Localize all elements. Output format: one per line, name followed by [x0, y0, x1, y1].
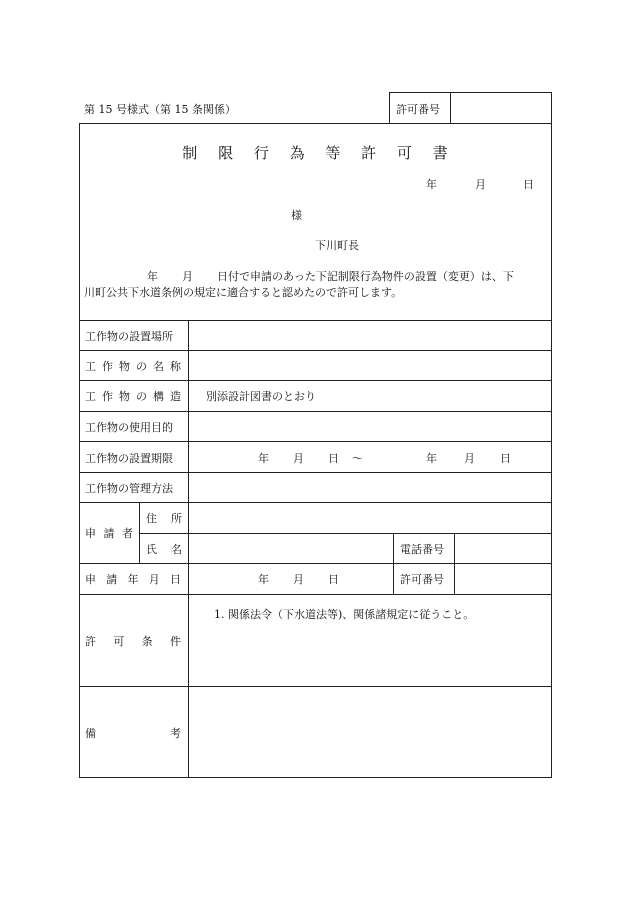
- condition-item-1: 1. 関係法令（下水道法等)、関係諸規定に従うこと。: [214, 608, 475, 621]
- label-person-name: 氏 名: [146, 543, 182, 556]
- table-rule-line: [79, 350, 552, 351]
- issue-date-month: 月: [475, 178, 486, 191]
- period-start-month: 月: [293, 452, 304, 465]
- label-apply-date: 申 請 年 月 日: [85, 573, 181, 586]
- header-box-right: [551, 92, 552, 123]
- issue-date-day: 日: [523, 178, 534, 191]
- table-rule-line: [79, 686, 552, 687]
- table-rule-line: [139, 502, 140, 563]
- issue-date-year: 年: [426, 178, 437, 191]
- frame-left: [79, 123, 80, 778]
- structure-value: 別添設計図書のとおり: [206, 390, 316, 403]
- label-location: 工作物の設置場所: [85, 330, 173, 343]
- field-name[interactable]: [190, 352, 550, 379]
- period-end-day: 日: [500, 452, 511, 465]
- table-rule-line: [79, 411, 552, 412]
- field-address[interactable]: [190, 504, 550, 532]
- period-end-month: 月: [464, 452, 475, 465]
- field-person-name[interactable]: [190, 535, 392, 562]
- frame-bottom: [79, 777, 552, 778]
- label-structure: 工 作 物 の 構 造: [85, 390, 181, 403]
- label-remarks: 備 考: [85, 727, 181, 740]
- frame-right: [551, 123, 552, 778]
- table-rule-line: [79, 472, 552, 473]
- period-tilde: 〜: [352, 452, 363, 465]
- apply-date-day: 日: [328, 573, 339, 586]
- header-permit-number-label: 許可番号: [396, 103, 440, 116]
- field-permit-number[interactable]: [456, 565, 550, 593]
- body-text-line2: 川町公共下水道条例の規定に適合すると認めたので許可します。: [84, 286, 403, 299]
- table-rule-line: [454, 533, 455, 594]
- issuer-name: 下川町長: [315, 239, 359, 252]
- table-rule-line: [79, 320, 552, 321]
- header-permit-number-field[interactable]: [452, 95, 548, 120]
- header-box-divider: [450, 92, 451, 123]
- frame-top: [79, 123, 552, 124]
- period-start-day: 日: [328, 452, 339, 465]
- label-name: 工 作 物 の 名 称: [85, 360, 181, 373]
- addressee-suffix: 様: [291, 209, 302, 222]
- field-phone[interactable]: [456, 535, 550, 562]
- header-box-top: [389, 92, 551, 93]
- label-permit-number: 許可番号: [400, 573, 444, 586]
- label-management: 工作物の管理方法: [85, 482, 173, 495]
- field-purpose[interactable]: [190, 413, 550, 440]
- label-phone: 電話番号: [400, 543, 444, 556]
- label-purpose: 工作物の使用目的: [85, 421, 173, 434]
- table-rule-line: [79, 594, 552, 595]
- field-location[interactable]: [190, 322, 550, 349]
- apply-date-month: 月: [293, 573, 304, 586]
- body-text-line1: 日付で申請のあった下記制限行為物件の設置（変更）は、下: [217, 270, 514, 283]
- apply-date-year: 年: [258, 573, 269, 586]
- field-management[interactable]: [190, 474, 550, 501]
- label-conditions: 許 可 条 件: [85, 635, 181, 648]
- header-box-left: [389, 92, 390, 123]
- body-year: 年: [147, 270, 158, 283]
- table-rule-line: [188, 320, 189, 777]
- body-month: 月: [182, 270, 193, 283]
- table-rule-line: [393, 533, 394, 594]
- period-start-year: 年: [258, 452, 269, 465]
- label-applicant: 申 請 者: [85, 527, 133, 540]
- table-rule-line: [79, 563, 552, 564]
- field-remarks[interactable]: [190, 688, 550, 776]
- table-rule-line: [79, 441, 552, 442]
- table-rule-line: [139, 533, 552, 534]
- table-rule-line: [79, 502, 552, 503]
- table-rule-line: [79, 380, 552, 381]
- label-period: 工作物の設置期限: [85, 452, 173, 465]
- form-number-label: 第 15 号様式（第 15 条関係）: [84, 103, 236, 116]
- label-address: 住 所: [146, 512, 182, 525]
- period-end-year: 年: [426, 452, 437, 465]
- document-title: 制 限 行 為 等 許 可 書: [182, 144, 456, 162]
